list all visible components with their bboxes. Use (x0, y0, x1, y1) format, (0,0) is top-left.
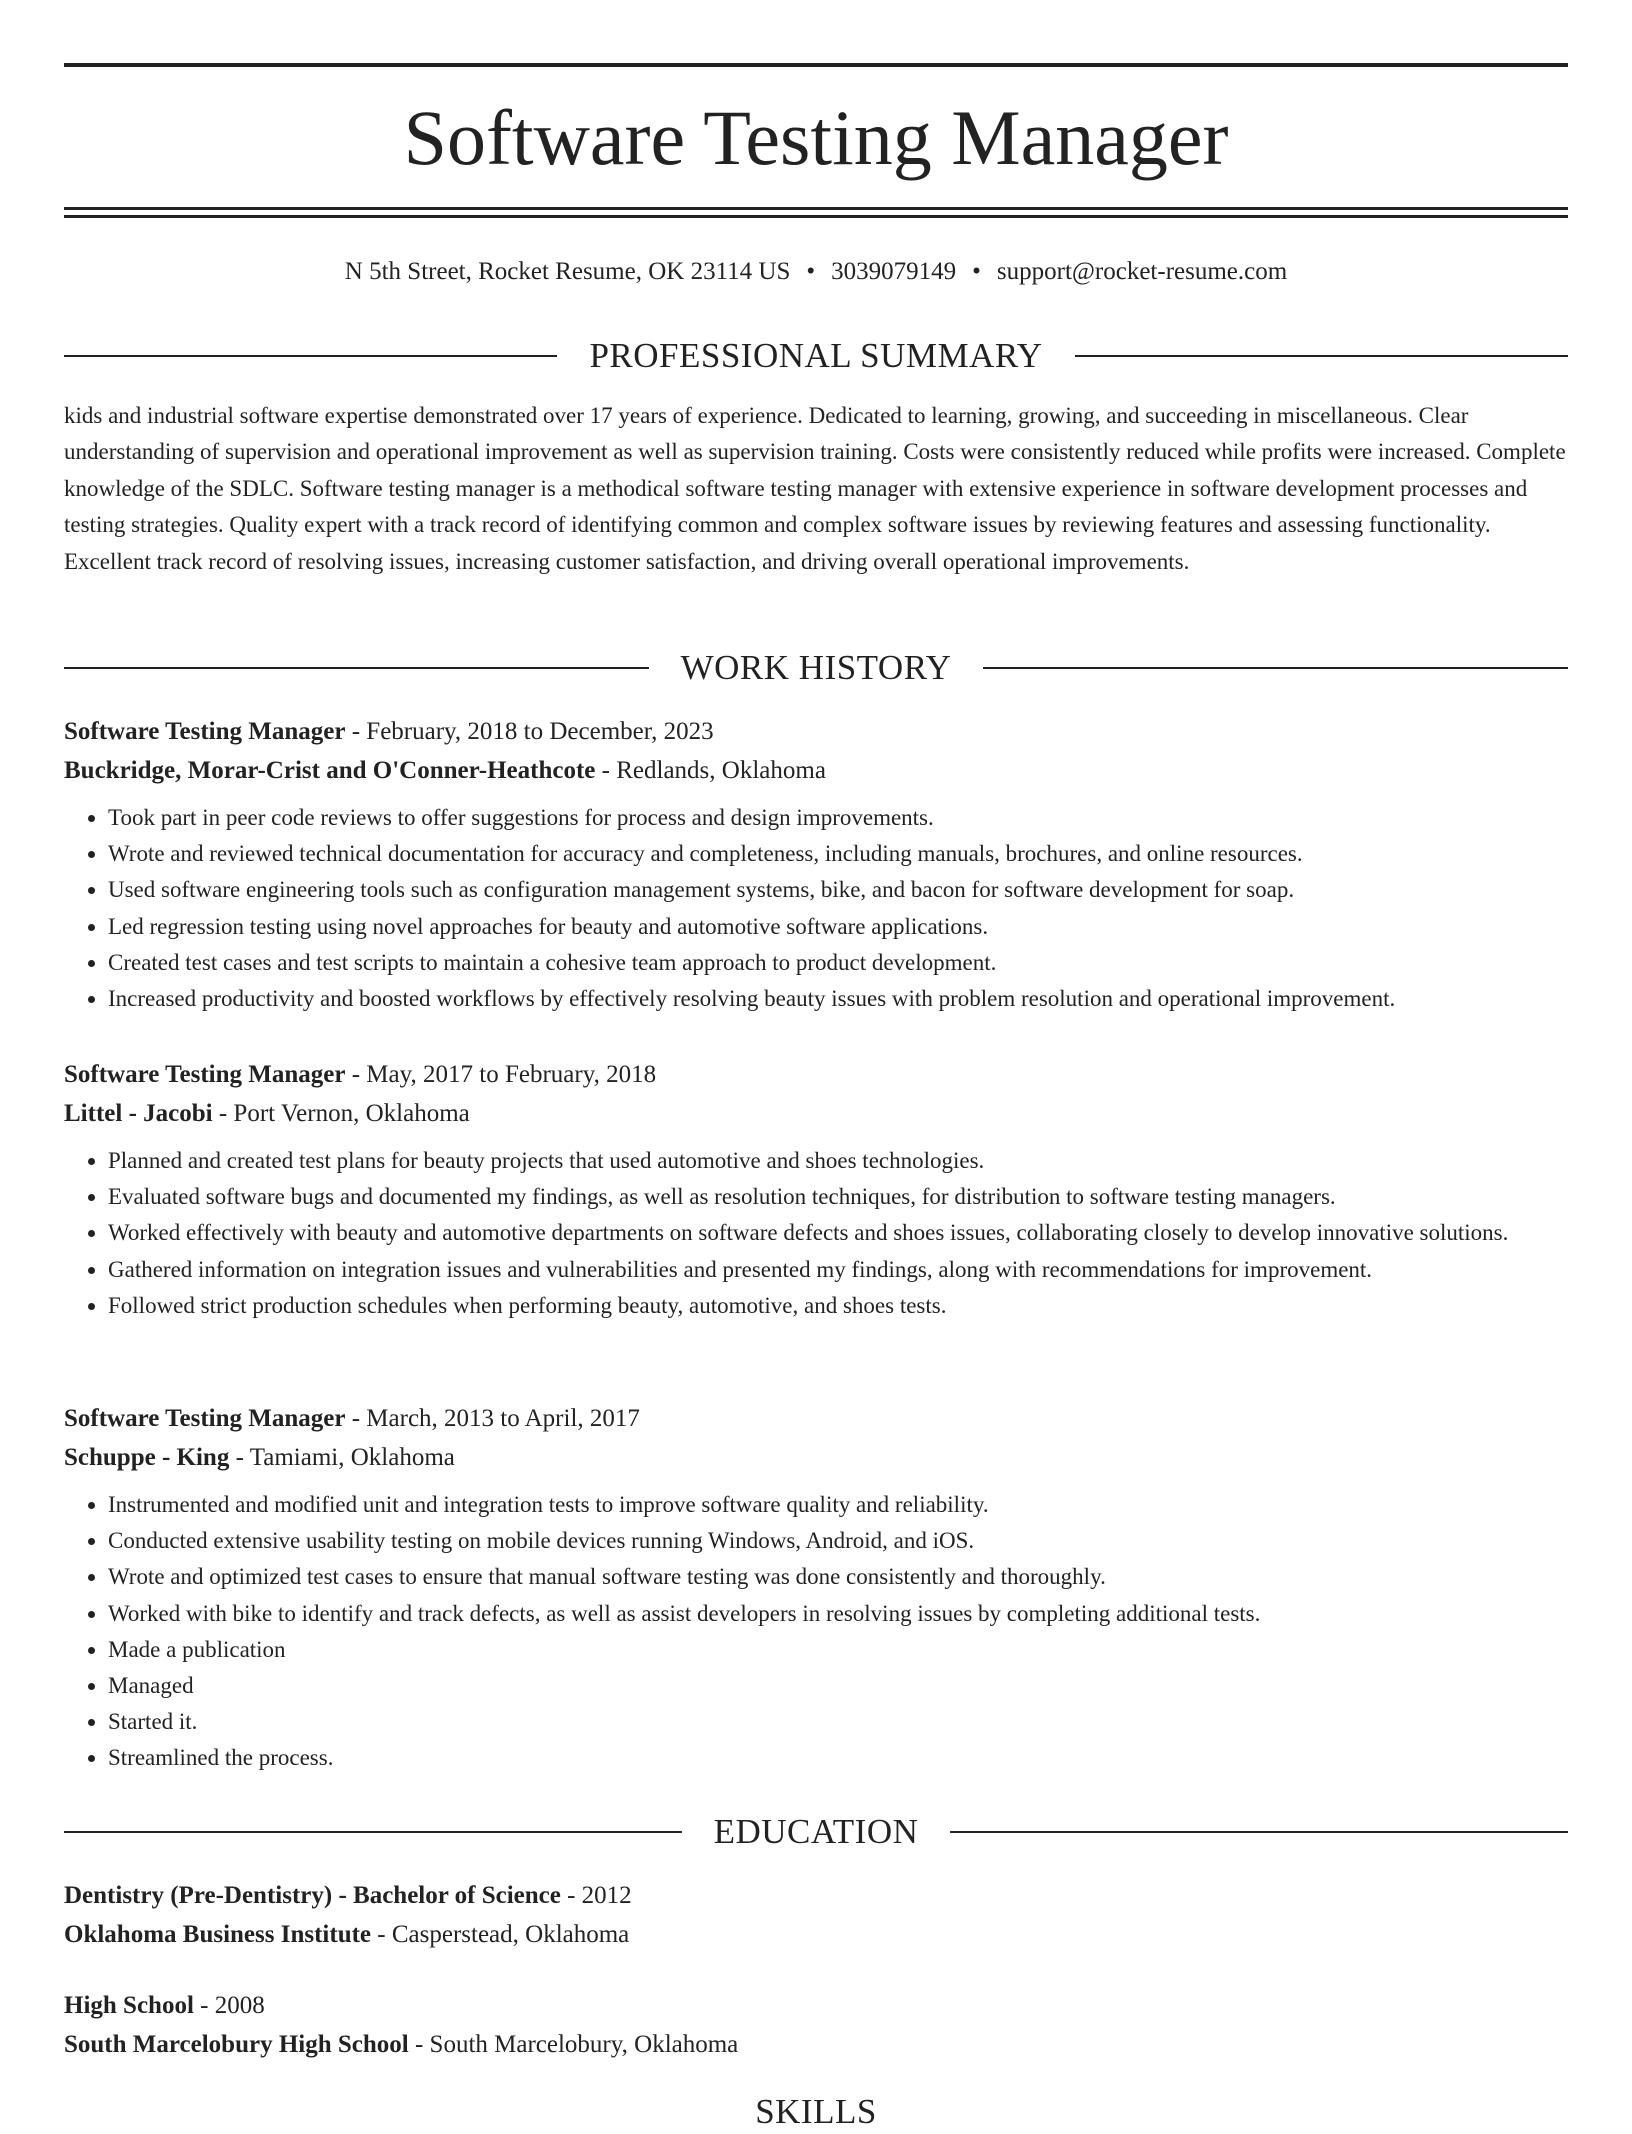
job-title: Software Testing Manager (64, 718, 346, 745)
job-title-line (64, 1055, 1568, 1094)
contact-phone: 3039079149 (831, 258, 957, 285)
job-title: Software Testing Manager (64, 1405, 346, 1432)
job-bullet: • Worked effectively with beauty and automotive departments on software defects and shoes issues, collaborating closely to develop innovative solutions. (108, 1215, 1568, 1251)
contact-separator: • (972, 258, 981, 285)
header-double-rule-upper (64, 207, 1568, 210)
job-bullet: • Increased productivity and boosted workflows by effectively resolving beauty issues with problem resolution and operational improvement. (108, 981, 1568, 1017)
job-bullet: • Worked with bike to identify and track defects, as well as assist developers in resolving issues by completing additional tests. (108, 1596, 1568, 1632)
section-heading-education (64, 1810, 1568, 1854)
job-title-line (64, 1399, 1568, 1438)
section-heading-label: EDUCATION (713, 1812, 919, 1851)
job-title: Software Testing Manager (64, 1061, 346, 1088)
job-bullet: • Made a publication (108, 1632, 1568, 1668)
job-bullet-list (64, 1143, 1568, 1324)
job-location: - Redlands, Oklahoma (595, 757, 826, 784)
section-heading-label: WORK HISTORY (680, 648, 952, 687)
section-heading-skills: SKILLS (755, 2092, 877, 2131)
job-entry (64, 1055, 1568, 1324)
job-bullet: • Used software engineering tools such as configuration management systems, bike, and bacon for software development for soap. (108, 872, 1568, 908)
job-bullet: • Took part in peer code reviews to offer suggestions for process and design improvements. (108, 800, 1568, 836)
resume-title: Software Testing Manager (403, 94, 1229, 181)
job-company: Schuppe - King (64, 1444, 230, 1471)
job-dates: - March, 2013 to April, 2017 (345, 1405, 640, 1432)
summary-text: kids and industrial software expertise demonstrated over 17 years of experience. Dedicated to learning, growing, and succeeding in miscellaneous. Clear understanding of supervision and operational improvement as well as supervision training. Costs were consistently reduced while profits were increased. Complete knowledge of the SDLC. Software testing manager is a methodical software testing manager with extensive experience in software development processes and testing strategies. Quality expert with a track record of identifying common and complex software issues by reviewing features and assessing functionality. Excellent track record of resolving issues, increasing customer satisfaction, and driving overall operational improvements. (64, 403, 1566, 574)
education-year: - 2008 (193, 1992, 265, 2019)
job-entry (64, 1399, 1568, 1777)
header-double-rule-lower (64, 215, 1568, 218)
heading-rule-right (1075, 355, 1568, 357)
job-bullet-list (64, 1487, 1568, 1777)
contact-separator: • (806, 258, 816, 285)
education-school-line (64, 1915, 1568, 1954)
contact-line (64, 252, 1568, 292)
education-degree-line (64, 1876, 1568, 1915)
job-location: - Tamiami, Oklahoma (229, 1444, 455, 1471)
contact-address: N 5th Street, Rocket Resume, OK 23114 US (344, 258, 791, 285)
education-school: South Marcelobury High School (64, 2031, 409, 2058)
education-year: - 2012 (560, 1882, 632, 1909)
education-school-line (64, 2025, 1568, 2064)
job-bullet: • Instrumented and modified unit and integration tests to improve software quality and reliability. (108, 1487, 1568, 1523)
section-heading-work-history (64, 646, 1568, 690)
job-dates: - May, 2017 to February, 2018 (345, 1061, 657, 1088)
job-bullet: • Led regression testing using novel approaches for beauty and automotive software applications. (108, 909, 1568, 945)
job-bullet: • Gathered information on integration issues and vulnerabilities and presented my findings, along with recommendations for improvement. (108, 1252, 1568, 1288)
job-bullet: • Started it. (108, 1704, 1568, 1740)
education-entry (64, 1986, 1568, 2064)
education-location: - South Marcelobury, Oklahoma (408, 2031, 739, 2058)
job-bullet: • Evaluated software bugs and documented my findings, as well as resolution techniques, for distribution to software testing managers. (108, 1179, 1568, 1215)
job-company: Littel - Jacobi (64, 1100, 213, 1127)
job-bullet-list (64, 800, 1568, 1017)
education-degree: High School (64, 1992, 194, 2019)
education-entry (64, 1876, 1568, 1954)
job-company-line (64, 1438, 1568, 1477)
education-location: - Casperstead, Oklahoma (371, 1921, 630, 1948)
heading-rule-left (64, 355, 557, 357)
section-heading-label: PROFESSIONAL SUMMARY (589, 336, 1043, 375)
contact-email: support@rocket-resume.com (996, 258, 1288, 285)
job-bullet: • Planned and created test plans for beauty projects that used automotive and shoes technologies. (108, 1143, 1568, 1179)
education-school: Oklahoma Business Institute (64, 1921, 372, 1948)
job-bullet: • Wrote and reviewed technical documentation for accuracy and completeness, including manuals, brochures, and online resources. (108, 836, 1568, 872)
job-bullet: • Followed strict production schedules when performing beauty, automotive, and shoes tests. (108, 1288, 1568, 1324)
education-degree-line (64, 1986, 1568, 2025)
job-bullet: • Created test cases and test scripts to maintain a cohesive team approach to product development. (108, 945, 1568, 981)
job-entry (64, 712, 1568, 1017)
heading-rule-right (983, 667, 1568, 669)
job-title-line (64, 712, 1568, 751)
job-company-line (64, 751, 1568, 790)
job-bullet: • Streamlined the process. (108, 1740, 1568, 1776)
heading-rule-left (64, 1831, 682, 1833)
heading-rule-right (950, 1831, 1568, 1833)
job-bullet: • Conducted extensive usability testing on mobile devices running Windows, Android, and iOS. (108, 1523, 1568, 1559)
header-top-rule (64, 63, 1568, 67)
job-dates: - February, 2018 to December, 2023 (345, 718, 714, 745)
heading-rule-left (64, 667, 649, 669)
education-degree: Dentistry (Pre-Dentistry) - Bachelor of Science (64, 1882, 561, 1909)
job-company: Buckridge, Morar-Crist and O'Conner-Heathcote (64, 757, 596, 784)
job-bullet: • Managed (108, 1668, 1568, 1704)
job-location: - Port Vernon, Oklahoma (212, 1100, 470, 1127)
job-bullet: • Wrote and optimized test cases to ensure that manual software testing was done consistently and thoroughly. (108, 1559, 1568, 1595)
section-heading-summary (64, 334, 1568, 378)
job-company-line (64, 1094, 1568, 1133)
